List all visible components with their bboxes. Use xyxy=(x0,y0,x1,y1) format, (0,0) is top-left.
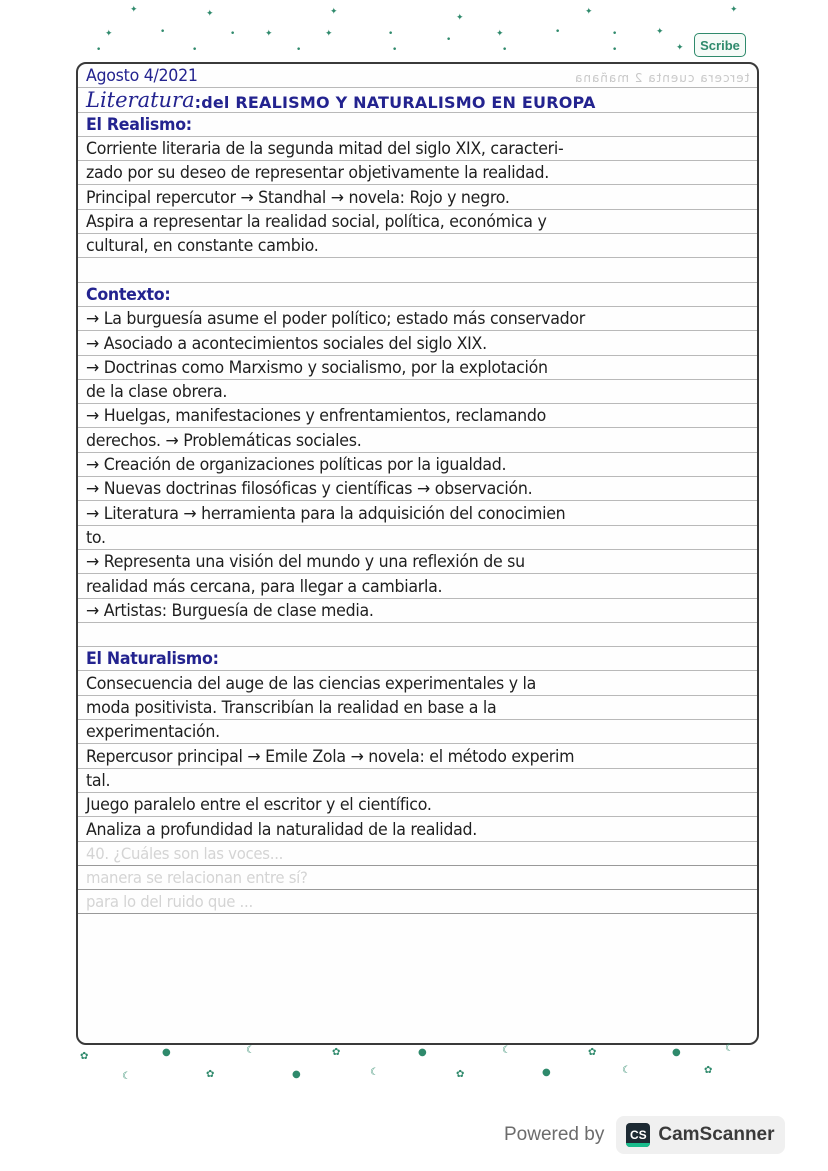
moon-icon: ☾ xyxy=(502,1045,511,1056)
realismo-line: zado por su deseo de representar objetivamente la realidad. xyxy=(86,163,549,184)
star-icon: ✦ xyxy=(330,7,338,17)
realismo-line: Corriente literaria de la segunda mitad del siglo XIX, caracteri- xyxy=(86,139,564,160)
contexto-line: derechos. → Problemáticas sociales. xyxy=(86,430,362,451)
star-icon: ✦ xyxy=(585,7,593,17)
note-date: Agosto 4/2021 xyxy=(86,66,198,87)
star-icon: • xyxy=(502,45,508,55)
moon-icon: ☾ xyxy=(246,1045,255,1056)
blank-line xyxy=(78,258,757,282)
star-icon: • xyxy=(96,45,102,55)
text-line xyxy=(78,356,757,380)
ghost-text: 40. ¿Cuáles son las voces... xyxy=(86,843,284,863)
text-line xyxy=(78,453,757,477)
star-icon: • xyxy=(446,35,452,45)
realismo-line: cultural, en constante cambio. xyxy=(86,236,319,257)
naturalismo-line: moda positivista. Transcribían la realidad en base a la xyxy=(86,698,497,719)
moon-icon: ☾ xyxy=(725,1043,734,1054)
ghost-text: manera se relacionan entre sí? xyxy=(86,868,308,888)
leaf-icon: ● xyxy=(292,1069,301,1080)
text-line xyxy=(78,817,757,841)
star-icon: ✦ xyxy=(325,29,333,39)
section-heading-contexto: Contexto: xyxy=(86,284,171,305)
naturalismo-line: Juego paralelo entre el escritor y el científico. xyxy=(86,795,432,816)
camscanner-brand-name: CamScanner xyxy=(658,1124,775,1145)
text-line xyxy=(78,477,757,501)
contexto-line: → Huelgas, manifestaciones y enfrentamientos, reclamando xyxy=(86,406,547,427)
flower-icon: ✿ xyxy=(704,1065,713,1076)
section-heading-naturalismo: El Naturalismo: xyxy=(86,649,219,670)
star-icon: ✦ xyxy=(496,29,504,39)
star-icon: ✦ xyxy=(656,27,664,37)
text-line xyxy=(78,574,757,598)
contexto-line: → Representa una visión del mundo y una reflexión de su xyxy=(86,552,525,573)
star-icon: ✦ xyxy=(206,9,214,19)
star-icon: • xyxy=(555,27,561,37)
text-line xyxy=(78,550,757,574)
star-icon: ✦ xyxy=(456,13,464,23)
title-topic: :del REALISMO Y NATURALISMO EN EUROPA xyxy=(194,92,596,112)
notebook-page xyxy=(76,62,759,1045)
text-line xyxy=(78,331,757,355)
leaf-icon: ● xyxy=(542,1067,551,1078)
section-heading-realismo: El Realismo: xyxy=(86,114,192,135)
flower-icon: ✿ xyxy=(80,1051,89,1062)
star-icon: ✦ xyxy=(676,43,684,53)
contexto-line: → La burguesía asume el poder político; estado más conservador xyxy=(86,309,585,330)
contexto-line: → Creación de organizaciones políticas por la igualdad. xyxy=(86,455,507,476)
flower-icon: ✿ xyxy=(206,1069,215,1080)
scribe-brand-badge: Scribe xyxy=(694,33,746,57)
star-icon: • xyxy=(296,45,302,55)
ghost-text: para lo del ruido que ... xyxy=(86,892,253,912)
contexto-line: realidad más cercana, para llegar a cambiarla. xyxy=(86,576,443,597)
star-icon: ✦ xyxy=(730,5,738,15)
naturalismo-line: Analiza a profundidad la naturalidad de la realidad. xyxy=(86,819,478,840)
text-line xyxy=(78,429,757,453)
star-icon: • xyxy=(612,45,618,55)
text-line xyxy=(78,186,757,210)
bottom-decoration xyxy=(70,1040,770,1090)
contexto-line: to. xyxy=(86,527,106,548)
text-line xyxy=(78,793,757,817)
contexto-line: → Doctrinas como Marxismo y socialismo, por la explotación xyxy=(86,357,548,378)
text-line xyxy=(78,744,757,768)
text-line xyxy=(78,501,757,525)
text-line xyxy=(78,137,757,161)
text-line xyxy=(78,380,757,404)
title-line xyxy=(78,88,757,112)
text-line xyxy=(78,769,757,793)
realismo-line: Principal repercutor → Standhal → novela: Rojo y negro. xyxy=(86,187,510,208)
contexto-line: → Asociado a acontecimientos sociales del siglo XIX. xyxy=(86,333,487,354)
ghost-text: tercera cuenta 2 mañana xyxy=(573,71,749,86)
contexto-line: → Nuevas doctrinas filosóficas y científicas → observación. xyxy=(86,479,533,500)
star-icon: • xyxy=(192,45,198,55)
star-icon: ✦ xyxy=(130,5,138,15)
star-icon: ✦ xyxy=(105,29,113,39)
flower-icon: ✿ xyxy=(332,1047,341,1058)
camscanner-watermark xyxy=(504,1116,785,1154)
text-line xyxy=(78,599,757,623)
leaf-icon: ● xyxy=(418,1047,427,1058)
naturalismo-line: tal. xyxy=(86,770,111,791)
star-icon: • xyxy=(392,45,398,55)
star-icon: • xyxy=(388,29,394,39)
text-line xyxy=(78,720,757,744)
moon-icon: ☾ xyxy=(622,1065,631,1076)
contexto-line: → Literatura → herramienta para la adquisición del conocimien xyxy=(86,503,566,524)
naturalismo-line: experimentación. xyxy=(86,722,220,743)
blank-line xyxy=(78,623,757,647)
text-line xyxy=(78,234,757,258)
date-line xyxy=(78,64,757,88)
naturalismo-line: Repercusor principal → Emile Zola → novela: el método experim xyxy=(86,746,575,767)
text-line xyxy=(78,161,757,185)
moon-icon: ☾ xyxy=(122,1071,131,1082)
text-line xyxy=(78,672,757,696)
text-line xyxy=(78,696,757,720)
text-line xyxy=(78,526,757,550)
contexto-line: de la clase obrera. xyxy=(86,382,228,403)
heading-line xyxy=(78,647,757,671)
heading-line xyxy=(78,283,757,307)
leaf-icon: ● xyxy=(672,1047,681,1058)
camscanner-badge[interactable] xyxy=(616,1116,784,1154)
star-icon: • xyxy=(160,27,166,37)
text-line xyxy=(78,307,757,331)
ghost-line xyxy=(78,866,757,890)
moon-icon: ☾ xyxy=(370,1067,379,1078)
star-icon: • xyxy=(612,29,618,39)
title-subject: Literatura xyxy=(86,88,195,112)
heading-line xyxy=(78,113,757,137)
star-icon: • xyxy=(230,29,236,39)
text-line xyxy=(78,210,757,234)
leaf-icon: ● xyxy=(162,1047,171,1058)
camscanner-logo-icon: CS xyxy=(626,1123,650,1147)
flower-icon: ✿ xyxy=(456,1069,465,1080)
flower-icon: ✿ xyxy=(588,1047,597,1058)
contexto-line: → Artistas: Burguesía de clase media. xyxy=(86,600,374,621)
ghost-line xyxy=(78,842,757,866)
text-line xyxy=(78,404,757,428)
realismo-line: Aspira a representar la realidad social, política, económica y xyxy=(86,212,547,233)
ghost-line xyxy=(78,890,757,914)
powered-by-label: Powered by xyxy=(504,1124,605,1145)
star-icon: ✦ xyxy=(265,29,273,39)
naturalismo-line: Consecuencia del auge de las ciencias experimentales y la xyxy=(86,673,537,694)
